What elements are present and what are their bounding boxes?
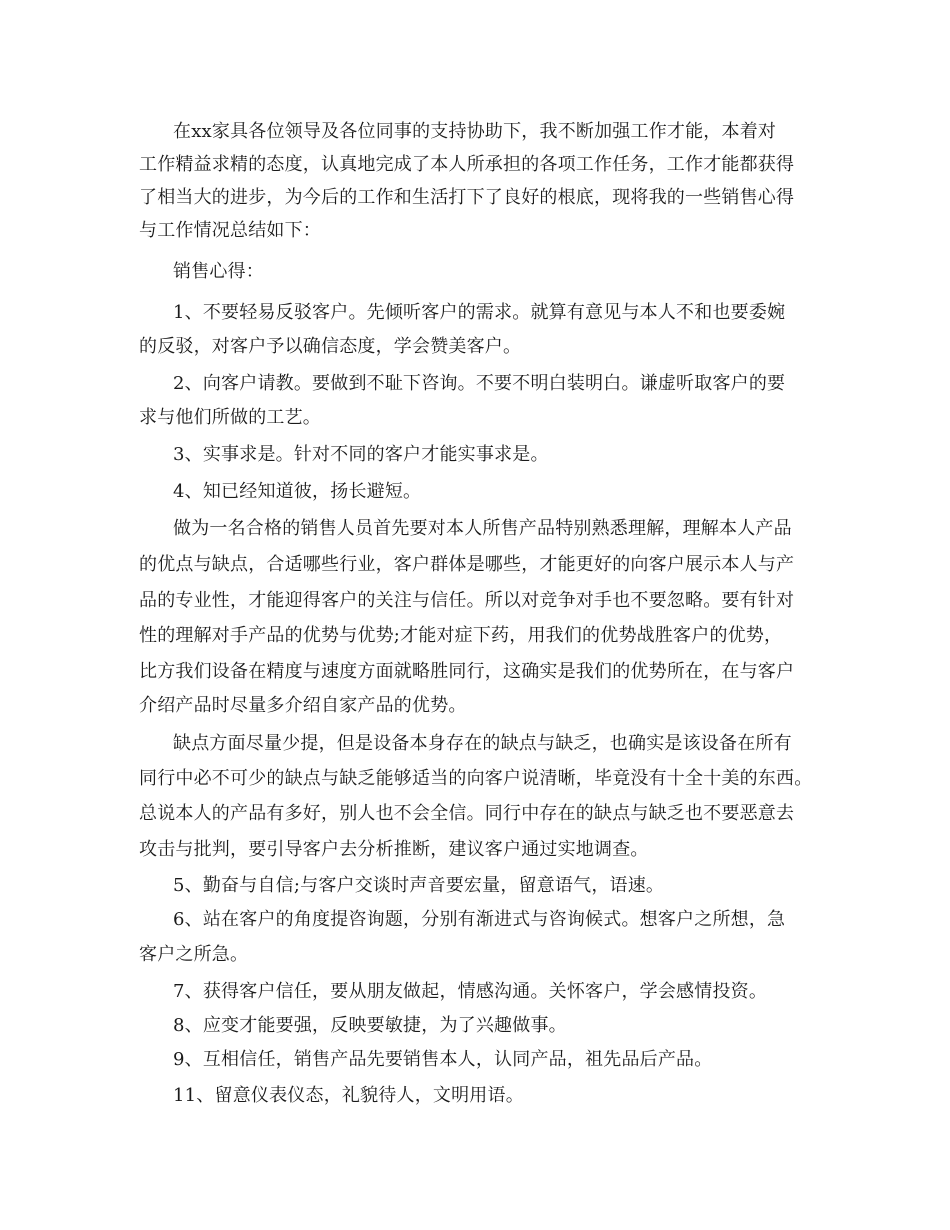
- item-4: 4、知已经知道彼，扬长避短。: [173, 481, 422, 502]
- item-8: 8、应变才能要强，反映要敏捷，为了兴趣做事。: [173, 1015, 567, 1036]
- paragraph-product-line-2: 的优点与缺点，合适哪些行业，客户群体是哪些，才能更好的向客户展示本人与产: [139, 554, 795, 575]
- paragraph-intro-line-1: 在xx家具各位领导及各位同事的支持协助下，我不断加强工作才能，本着对: [173, 121, 777, 142]
- item-6-line-1: 6、站在客户的角度提咨询题，分别有渐进式与咨询候式。想客户之所想，急: [173, 909, 786, 930]
- paragraph-intro-line-3: 了相当大的进步，为今后的工作和生活打下了良好的根底，现将我的一些销售心得: [139, 187, 795, 208]
- paragraph-product-line-5: 比方我们设备在精度与速度方面就略胜同行，这确实是我们的优势所在，在与客户: [139, 661, 795, 682]
- paragraph-weakness-line-3: 总说本人的产品有多好，别人也不会全信。同行中存在的缺点与缺乏也不要恶意去: [139, 803, 795, 824]
- paragraph-intro-line-2: 工作精益求精的态度，认真地完成了本人所承担的各项工作任务，工作才能都获得: [139, 154, 795, 175]
- paragraph-intro-line-4: 与工作情况总结如下：: [139, 220, 321, 241]
- item-1-line-2: 的反驳，对客户予以确信态度，学会赞美客户。: [139, 336, 522, 357]
- item-5: 5、勤奋与自信;与客户交谈时声音要宏量，留意语气，语速。: [173, 875, 665, 896]
- paragraph-product-line-4: 性的理解对手产品的优势与优势;才能对症下药，用我们的优势战胜客户的优势，: [139, 625, 783, 646]
- paragraph-product-line-6: 介绍产品时尽量多介绍自家产品的优势。: [139, 695, 467, 716]
- item-3: 3、实事求是。针对不同的客户才能实事求是。: [173, 444, 549, 465]
- paragraph-weakness-line-1: 缺点方面尽量少提，但是设备本身存在的缺点与缺乏，也确实是该设备在所有: [173, 733, 792, 754]
- paragraph-weakness-line-4: 攻击与批判，要引导客户去分析推断，建议客户通过实地调查。: [139, 839, 649, 860]
- section-heading: 销售心得：: [173, 261, 264, 282]
- paragraph-weakness-line-2: 同行中必不可少的缺点与缺乏能够适当的向客户说清晰，毕竟没有十全十美的东西。: [139, 768, 813, 789]
- paragraph-product-line-3: 品的专业性，才能迎得客户的关注与信任。所以对竞争对手也不要忽略。要有针对: [139, 590, 795, 611]
- item-9: 9、互相信任，销售产品先要销售本人，认同产品，祖先品后产品。: [173, 1049, 713, 1070]
- item-6-line-2: 客户之所急。: [139, 944, 249, 965]
- paragraph-product-line-1: 做为一名合格的销售人员首先要对本人所售产品特别熟悉理解，理解本人产品: [173, 518, 792, 539]
- item-7: 7、获得客户信任，要从朋友做起，情感沟通。关怀客户，学会感情投资。: [173, 981, 768, 1002]
- item-11: 11、留意仪表仪态，礼貌待人，文明用语。: [173, 1085, 524, 1106]
- item-2-line-2: 求与他们所做的工艺。: [139, 407, 321, 428]
- item-1-line-1: 1、不要轻易反驳客户。先倾听客户的需求。就算有意见与本人不和也要委婉: [173, 302, 786, 323]
- item-2-line-1: 2、向客户请教。要做到不耻下咨询。不要不明白装明白。谦虚听取客户的要: [173, 373, 786, 394]
